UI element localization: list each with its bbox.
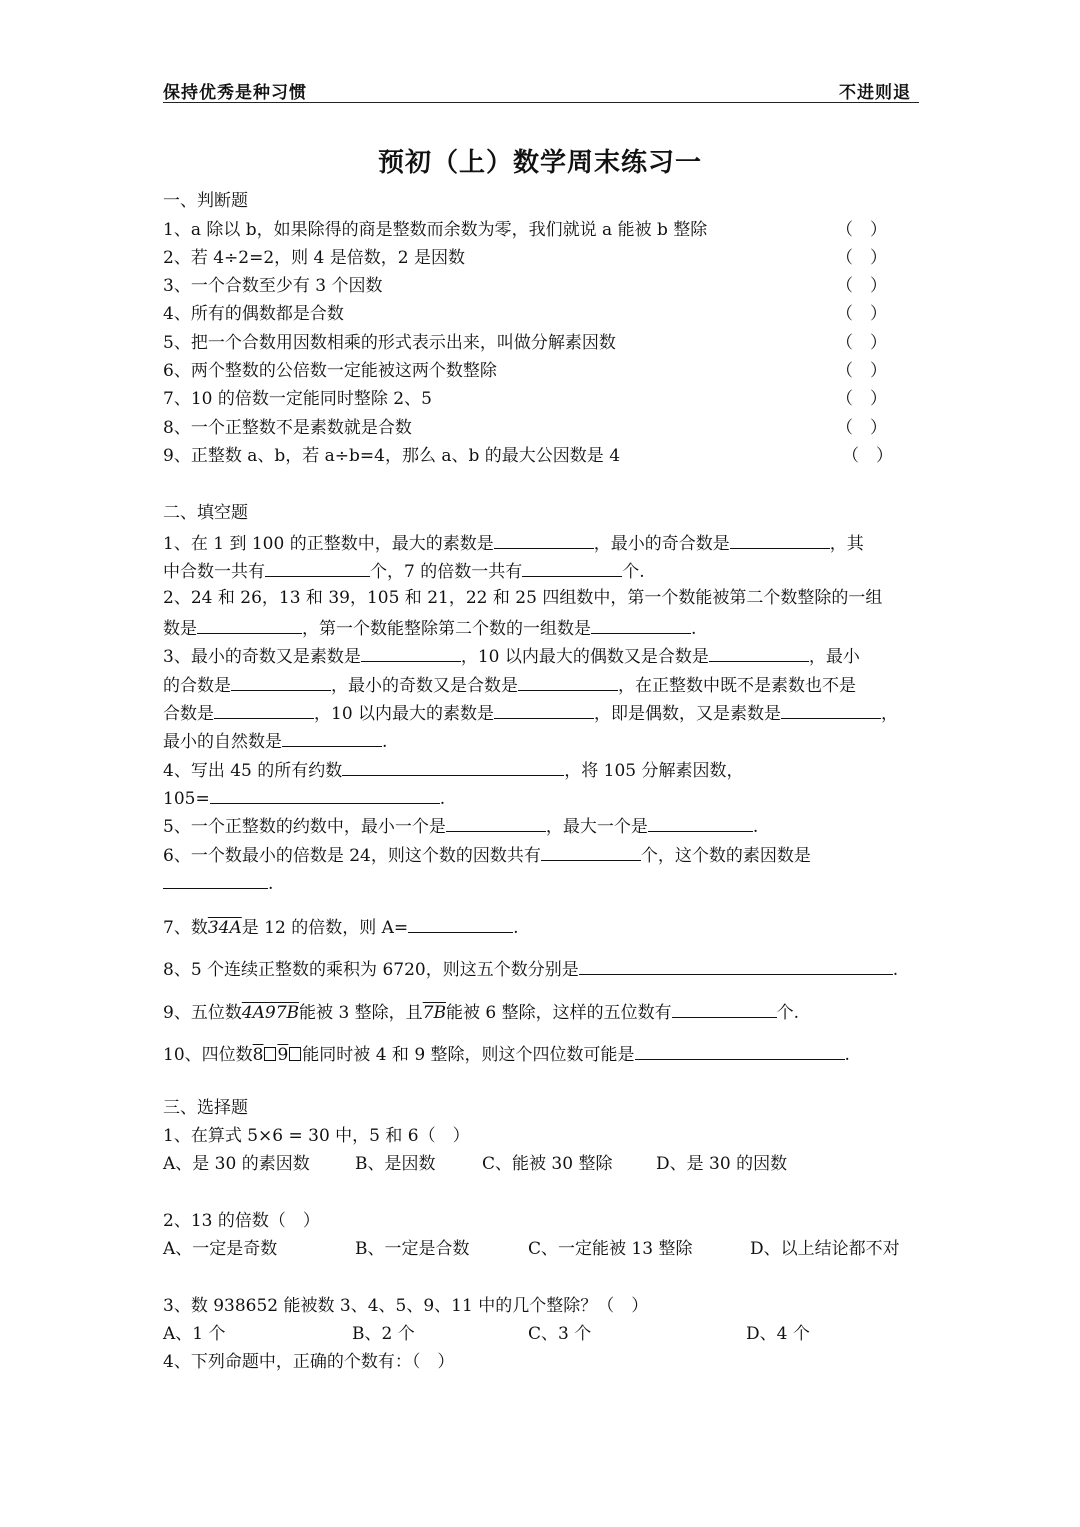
answer-blank[interactable] xyxy=(163,870,268,889)
answer-blank[interactable] xyxy=(518,672,618,691)
choice-q3-option-b[interactable]: B、2 个 xyxy=(352,1324,415,1344)
fill-q8-text-b: . xyxy=(892,960,899,980)
answer-paren-2[interactable]: （ ） xyxy=(836,248,887,268)
answer-blank[interactable] xyxy=(635,1041,845,1060)
choice-q1-option-c[interactable]: C、能被 30 整除 xyxy=(482,1154,613,1174)
fill-q10-text-c: . xyxy=(844,1045,850,1065)
answer-paren-9[interactable]: （ ） xyxy=(842,446,893,466)
judge-item-6: 6、两个整数的公倍数一定能被这两个数整除 xyxy=(163,361,497,381)
choice-q1-stem: 1、在算式 5×6 = 30 中，5 和 6（ ） xyxy=(163,1126,470,1146)
judge-item-8: 8、一个正整数不是素数就是合数 xyxy=(163,418,412,438)
fill-q2-text-b: 数是 xyxy=(163,619,197,639)
answer-blank[interactable] xyxy=(709,643,809,662)
fill-q10-text-a: 10、四位数 xyxy=(163,1045,253,1065)
digit: 8 xyxy=(252,1045,264,1065)
answer-blank[interactable] xyxy=(361,643,461,662)
section1-heading: 一、判断题 xyxy=(163,191,248,211)
fill-q6-line2 xyxy=(163,870,273,895)
overlined-number: 34A xyxy=(207,918,242,938)
choice-q2-option-a[interactable]: A、一定是奇数 xyxy=(163,1239,278,1259)
answer-blank[interactable] xyxy=(522,558,622,577)
fill-q3-line3 xyxy=(163,700,898,725)
fill-q6-text-c: . xyxy=(268,874,274,894)
fill-q6-line1 xyxy=(163,842,811,867)
fill-q3-text-e: ，最小的奇数又是合数是 xyxy=(331,676,518,696)
fill-q1-text-e: 个，7 的倍数一共有 xyxy=(370,562,523,582)
answer-blank[interactable] xyxy=(591,615,691,634)
choice-q2-option-c[interactable]: C、一定能被 13 整除 xyxy=(528,1239,693,1259)
fill-q5-text-b: ，最大一个是 xyxy=(545,817,648,837)
choice-q1-option-d[interactable]: D、是 30 的因数 xyxy=(656,1154,788,1174)
answer-blank[interactable] xyxy=(648,813,753,832)
fill-q9-text-a: 9、五位数 xyxy=(163,1003,242,1023)
worksheet-title: 预初（上）数学周末练习一 xyxy=(377,148,702,178)
choice-q1-option-b[interactable]: B、是因数 xyxy=(355,1154,436,1174)
answer-blank[interactable] xyxy=(197,615,302,634)
answer-blank[interactable] xyxy=(214,700,314,719)
fill-q4-line2 xyxy=(163,785,445,810)
fill-q2-text-d: . xyxy=(691,619,697,639)
fill-q9-text-d: 个. xyxy=(776,1003,800,1023)
judge-item-3: 3、一个合数至少有 3 个因数 xyxy=(163,276,383,296)
judge-item-2: 2、若 4÷2=2，则 4 是倍数，2 是因数 xyxy=(163,248,465,268)
fill-q3-text-a: 3、最小的奇数又是素数是 xyxy=(163,647,361,667)
answer-blank[interactable] xyxy=(672,999,777,1018)
answer-blank[interactable] xyxy=(541,842,641,861)
judge-item-4: 4、所有的偶数都是合数 xyxy=(163,304,344,324)
answer-paren-6[interactable]: （ ） xyxy=(836,361,887,381)
overlined-number: 4A97B xyxy=(241,1003,300,1023)
fill-q10 xyxy=(163,1041,850,1066)
choice-q3-option-d[interactable]: D、4 个 xyxy=(746,1324,810,1344)
fill-q3-text-k: 最小的自然数是 xyxy=(163,732,282,752)
fill-q4-text-c: 105= xyxy=(163,789,210,809)
fill-q5-text-a: 5、一个正整数的约数中，最小一个是 xyxy=(163,817,446,837)
digit: 9 xyxy=(277,1045,289,1065)
fill-q3-text-b: ，10 以内最大的偶数又是合数是 xyxy=(460,647,709,667)
fill-q3-text-h: ，10 以内最大的素数是 xyxy=(314,704,495,724)
answer-paren-5[interactable]: （ ） xyxy=(836,333,887,353)
answer-blank[interactable] xyxy=(342,757,564,776)
fill-q9-text-c: 能被 6 整除，这样的五位数有 xyxy=(445,1003,672,1023)
choice-q4-stem: 4、下列命题中，正确的个数有：（ ） xyxy=(163,1352,455,1372)
judge-item-5: 5、把一个合数用因数相乘的形式表示出来，叫做分解素因数 xyxy=(163,333,616,353)
missing-digit-box[interactable] xyxy=(264,1047,276,1061)
answer-blank[interactable] xyxy=(282,728,382,747)
judge-item-7: 7、10 的倍数一定能同时整除 2、5 xyxy=(163,389,432,409)
fill-q3-text-g: 合数是 xyxy=(163,704,214,724)
answer-paren-3[interactable]: （ ） xyxy=(836,276,887,296)
answer-blank[interactable] xyxy=(730,530,830,549)
answer-paren-4[interactable]: （ ） xyxy=(836,304,887,324)
fill-q1-text-f: 个. xyxy=(622,562,645,582)
answer-blank[interactable] xyxy=(579,956,893,975)
answer-blank[interactable] xyxy=(265,558,370,577)
fill-q1-text-b: ，最小的奇合数是 xyxy=(593,534,730,554)
answer-blank[interactable] xyxy=(781,700,881,719)
choice-q3-option-c[interactable]: C、3 个 xyxy=(528,1324,592,1344)
fill-q2-line2 xyxy=(163,615,696,640)
fill-q1-text-c: ，其 xyxy=(829,534,864,554)
answer-blank[interactable] xyxy=(231,672,331,691)
choice-q2-option-d[interactable]: D、以上结论都不对 xyxy=(750,1239,900,1259)
fill-q3-line2 xyxy=(163,672,856,697)
choice-q3-option-a[interactable]: A、1 个 xyxy=(163,1324,226,1344)
choice-q2-option-b[interactable]: B、一定是合数 xyxy=(355,1239,470,1259)
answer-blank[interactable] xyxy=(408,914,513,933)
answer-blank[interactable] xyxy=(210,785,440,804)
overlined-number xyxy=(253,1045,303,1065)
fill-q10-text-b: 能同时被 4 和 9 整除，则这个四位数可能是 xyxy=(302,1045,635,1065)
answer-paren-1[interactable]: （ ） xyxy=(836,220,887,240)
answer-blank[interactable] xyxy=(494,530,594,549)
fill-q6-text-a: 6、一个数最小的倍数是 24，则这个数的因数共有 xyxy=(163,846,541,866)
choice-q3-stem: 3、数 938652 能被数 3、4、5、9、11 中的几个整除？（ ） xyxy=(163,1296,649,1316)
fill-q4-line1 xyxy=(163,757,744,782)
fill-q2-text-c: ，第一个数能整除第二个数的一组数是 xyxy=(302,619,591,639)
missing-digit-box[interactable] xyxy=(289,1047,301,1061)
fill-q3-text-l: . xyxy=(382,732,388,752)
fill-q9 xyxy=(163,999,799,1024)
choice-q2-stem: 2、13 的倍数（ ） xyxy=(163,1211,320,1231)
fill-q1-text-a: 1、在 1 到 100 的正整数中，最大的素数是 xyxy=(163,534,494,554)
fill-q1-line2 xyxy=(163,558,645,583)
fill-q7-text-a: 7、数 xyxy=(163,918,208,938)
judge-item-1: 1、a 除以 b，如果除得的商是整数而余数为零，我们就说 a 能被 b 整除 xyxy=(163,220,708,240)
section3-heading: 三、选择题 xyxy=(163,1098,248,1118)
answer-paren-7[interactable]: （ ） xyxy=(836,389,887,409)
section2-heading: 二、填空题 xyxy=(163,503,248,523)
fill-q7-text-b: 是 12 的倍数，则 A= xyxy=(241,918,409,938)
fill-q5 xyxy=(163,813,758,838)
fill-q3-text-c: ，最小 xyxy=(808,647,860,667)
answer-blank[interactable] xyxy=(494,700,594,719)
answer-paren-8[interactable]: （ ） xyxy=(836,418,887,438)
fill-q2-line1: 2、24 和 26，13 和 39，105 和 21，22 和 25 四组数中，第一个数能被第二个数整除的一组 xyxy=(163,588,883,608)
fill-q8-text-a: 8、5 个连续正整数的乘积为 6720，则这五个数分别是 xyxy=(163,960,579,980)
fill-q3-line1 xyxy=(163,643,860,668)
fill-q3-text-i: ，即是偶数，又是素数是 xyxy=(594,704,782,724)
fill-q8 xyxy=(163,956,898,981)
fill-q3-line4 xyxy=(163,728,387,753)
fill-q1-text-d: 中合数一共有 xyxy=(163,562,265,582)
overlined-number: 7B xyxy=(422,1003,446,1023)
header-motto-right: 不进则退 xyxy=(839,83,911,103)
answer-blank[interactable] xyxy=(446,813,546,832)
fill-q3-text-d: 的合数是 xyxy=(163,676,231,696)
fill-q4-text-b: ，将 105 分解素因数， xyxy=(564,761,744,781)
fill-q3-text-j: ， xyxy=(881,704,899,724)
fill-q9-text-b: 能被 3 整除，且 xyxy=(299,1003,423,1023)
fill-q7 xyxy=(163,914,519,939)
fill-q7-text-c: . xyxy=(513,918,519,938)
fill-q4-text-d: . xyxy=(439,789,446,809)
fill-q6-text-b: 个，这个数的素因数是 xyxy=(640,846,811,866)
judge-item-9: 9、正整数 a、b，若 a÷b=4，那么 a、b 的最大公因数是 4 xyxy=(163,446,621,466)
fill-q5-text-c: . xyxy=(752,817,759,837)
fill-q1-line1 xyxy=(163,530,864,555)
fill-q3-text-f: ，在正整数中既不是素数也不是 xyxy=(618,676,856,696)
header-motto-left: 保持优秀是种习惯 xyxy=(163,83,307,103)
fill-q4-text-a: 4、写出 45 的所有约数 xyxy=(163,761,343,781)
choice-q1-option-a[interactable]: A、是 30 的素因数 xyxy=(163,1154,310,1174)
page-header xyxy=(163,76,919,103)
